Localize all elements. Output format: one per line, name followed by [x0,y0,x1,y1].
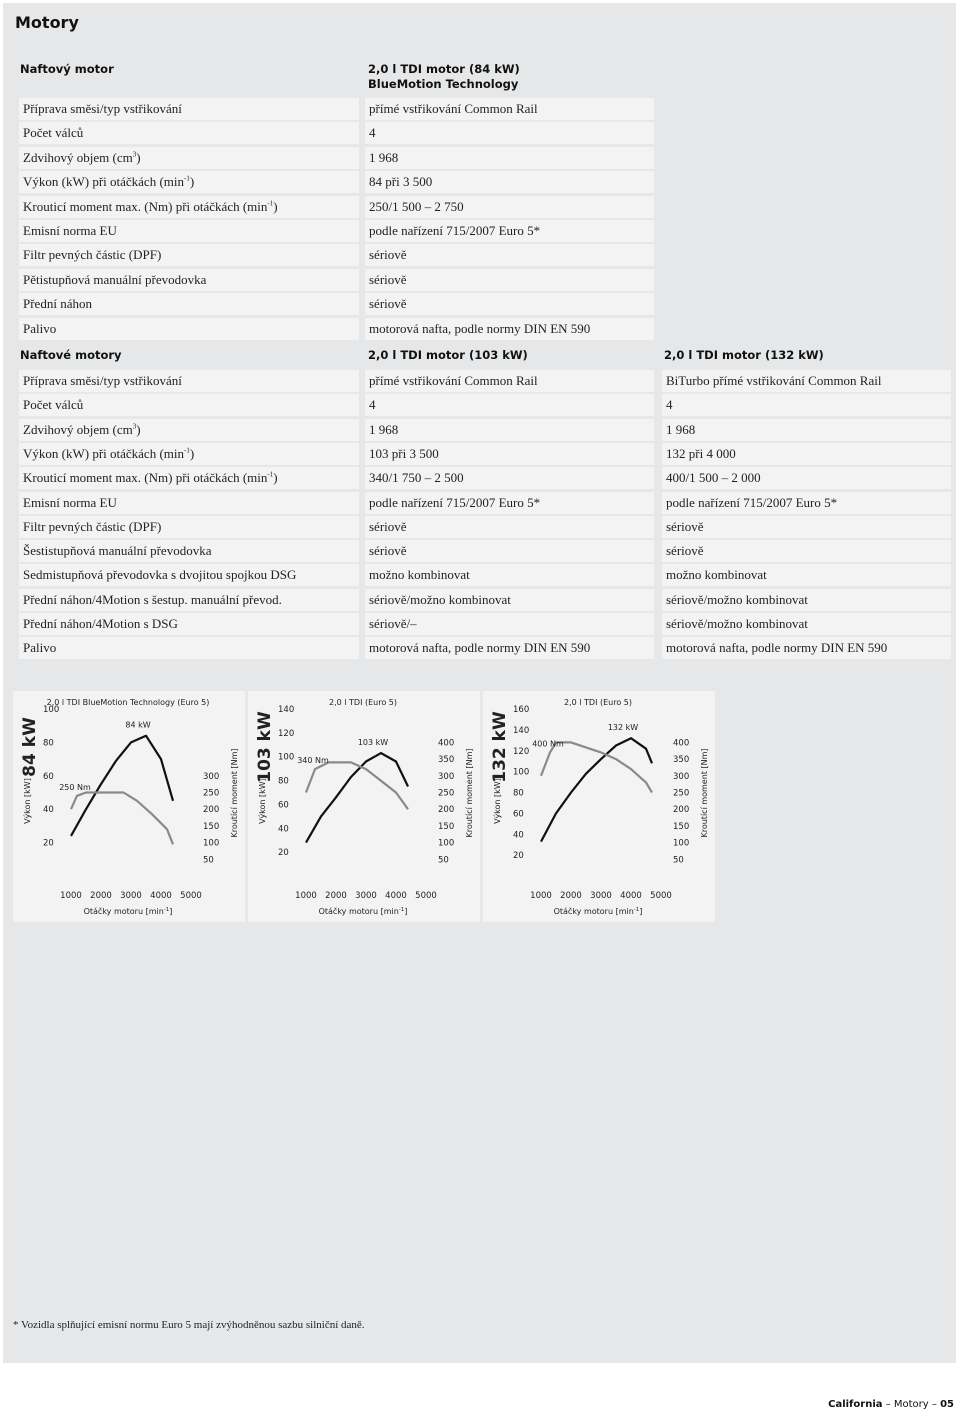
row-label: Počet válců [19,394,359,416]
row-label: Palivo [19,318,359,340]
y-tick-left: 140 [513,725,530,736]
chart-ylabel-left: Výkon [kW] [23,778,32,824]
chart-xlabel-end: ] [639,907,643,916]
y-tick-left: 80 [278,776,289,787]
y-tick-right: 150 [673,821,690,832]
footer-page: 05 [940,1399,954,1410]
footer-section: Motory [893,1399,929,1410]
row-value: přímé vstřikování Common Rail [365,98,654,120]
chart-ylabel-right: Kroutící moment [Nm] [230,748,239,838]
power-curve [541,738,652,841]
content-panel [3,3,956,1363]
row-value: sériově [365,244,654,266]
y-tick-left: 80 [43,738,54,749]
y-tick-left: 60 [278,800,289,811]
row-value: 84 při 3 500 [365,171,654,193]
x-tick: 5000 [650,891,672,901]
section2-engine-a-title: 2,0 l TDI motor (103 kW) [368,348,528,362]
y-tick-right: 350 [673,755,690,766]
y-tick-right: 50 [673,855,684,866]
footnote: * Vozidla splňující emisní normu Euro 5 mají zvýhodněnou sazbu silniční daně. [13,1319,365,1331]
row-label: Příprava směsi/typ vstřikování [19,98,359,120]
y-tick-left: 20 [278,848,289,859]
torque-curve [71,793,173,845]
unit-superscript: -1 [267,199,274,208]
y-tick-right: 400 [673,738,690,749]
row-value-132kw: sériově [662,516,951,538]
chart-103kw [248,691,480,922]
chart-xlabel-sup: -1 [398,907,405,913]
x-tick: 2000 [90,891,112,901]
row-value-103kw: podle nařízení 715/2007 Euro 5* [365,492,654,514]
x-tick: 1000 [295,891,317,901]
chart-xlabel: Otáčky motoru $[\min^{-1}]$ [553,907,643,916]
unit-superscript: 3 [132,422,137,431]
chart-title: 2,0 l TDI (Euro 5) [564,698,632,707]
y-tick-right: 200 [438,805,455,816]
y-tick-left: 140 [278,705,295,715]
chart-xlabel: Otáčky motoru $[\min^{-1}]$ [318,907,408,916]
section2-engine-b-title: 2,0 l TDI motor (132 kW) [664,348,824,362]
chart-xlabel-sup: -1 [163,907,170,913]
chart-big-label: 84 kW [20,717,40,777]
row-label: Pětistupňová manuální převodovka [19,269,359,291]
row-label: Přední náhon/4Motion s šestup. manuální převod. [19,589,359,611]
y-tick-left: 60 [513,809,524,820]
row-value-103kw: 4 [365,394,654,416]
row-value-132kw: 400/1 500 – 2 000 [662,467,951,489]
row-label: Příprava směsi/typ vstřikování [19,370,359,392]
section1-engine-line1: 2,0 l TDI motor (84 kW) [368,62,520,76]
row-value-103kw: přímé vstřikování Common Rail [365,370,654,392]
row-value-103kw: sériově [365,540,654,562]
unit-superscript: -1 [184,446,190,455]
row-value-132kw: sériově/možno kombinovat [662,589,951,611]
row-label: Výkon (kW) při otáčkách $(\min^{-1})$ [19,443,359,465]
chart-title: 2,0 l TDI (Euro 5) [329,698,397,707]
row-value-103kw: sériově/– [365,613,654,635]
chart-big-label: 132 kW [490,711,510,783]
row-value-103kw: 103 při 3 500 [365,443,654,465]
row-value: 4 [365,122,654,144]
row-value-103kw: 340/1 750 – 2 500 [365,467,654,489]
row-label: Filtr pevných částic (DPF) [19,516,359,538]
y-tick-left: 100 [513,767,530,778]
row-label: Emisní norma EU [19,220,359,242]
y-tick-right: 100 [438,838,455,849]
chart-84kw [13,691,245,922]
row-value-132kw: možno kombinovat [662,564,951,586]
chart-ylabel-right: Kroutící moment [Nm] [700,748,709,838]
y-tick-right: 50 [438,855,449,866]
y-tick-left: 60 [43,771,54,782]
y-tick-left: 40 [513,830,524,841]
y-tick-left: 160 [513,705,530,715]
row-label: Výkon (kW) při otáčkách $(\min^{-1})$ [19,171,359,193]
y-tick-left: 20 [513,851,524,862]
y-tick-right: 250 [203,788,220,799]
y-tick-left: 20 [43,838,54,849]
y-tick-left: 100 [43,705,60,715]
chart-xlabel-sup: -1 [633,907,640,913]
y-tick-left: 80 [513,788,524,799]
row-value-132kw: sériově/možno kombinovat [662,613,951,635]
y-tick-left: 100 [278,752,295,763]
row-value-132kw: 132 při 4 000 [662,443,951,465]
torque-peak-label: 340 Nm [297,756,329,766]
row-label: Sedmistupňová převodovka s dvojitou spojkou DSG [19,564,359,586]
x-tick: 5000 [415,891,437,901]
row-label: Zdvihový objem $(cm^3)$ [19,419,359,441]
row-value: sériově [365,269,654,291]
torque-peak-label: 400 Nm [532,739,564,749]
page-title: Motory [15,13,79,32]
row-value: 250/1 500 – 2 750 [365,196,654,218]
row-value-103kw: sériově [365,516,654,538]
row-value-132kw: BiTurbo přímé vstřikování Common Rail [662,370,951,392]
x-tick: 4000 [620,891,642,901]
chart-103kw-svg [248,691,480,922]
y-tick-right: 150 [203,821,220,832]
chart-132kw [483,691,715,922]
row-label: Krouticí moment max. (Nm) při otáčkách $(\min^{-1})$ [19,467,359,489]
row-label: Počet válců [19,122,359,144]
y-tick-right: 300 [673,771,690,782]
x-tick: 4000 [385,891,407,901]
y-tick-left: 40 [43,805,54,816]
x-tick: 5000 [180,891,202,901]
y-tick-left: 120 [278,728,295,739]
y-tick-right: 100 [203,838,220,849]
row-value: podle nařízení 715/2007 Euro 5* [365,220,654,242]
x-tick: 2000 [325,891,347,901]
power-peak-label: 84 kW [125,720,151,730]
power-peak-label: 132 kW [607,723,639,733]
x-tick: 1000 [60,891,82,901]
footer-brand: California [828,1399,883,1410]
torque-peak-label: 250 Nm [59,782,91,792]
y-tick-right: 100 [673,838,690,849]
row-value: sériově [365,293,654,315]
row-label: Krouticí moment max. (Nm) při otáčkách $(\min^{-1})$ [19,196,359,218]
row-label: Emisní norma EU [19,492,359,514]
page-footer [828,1399,954,1410]
chart-big-label: 103 kW [255,711,275,783]
torque-curve [541,742,652,792]
y-tick-right: 300 [438,771,455,782]
row-label: Filtr pevných částic (DPF) [19,244,359,266]
row-value-103kw: 1 968 [365,419,654,441]
chart-ylabel-right: Kroutící moment [Nm] [465,748,474,838]
y-tick-left: 40 [278,824,289,835]
row-value-132kw: 4 [662,394,951,416]
unit-superscript: 3 [132,150,137,159]
row-label: Přední náhon [19,293,359,315]
row-value-103kw: možno kombinovat [365,564,654,586]
row-label: Přední náhon/4Motion s DSG [19,613,359,635]
row-value-132kw: podle nařízení 715/2007 Euro 5* [662,492,951,514]
y-tick-right: 200 [203,805,220,816]
footer-sep2: – [931,1399,937,1410]
row-value-103kw: sériově/možno kombinovat [365,589,654,611]
row-value-132kw: 1 968 [662,419,951,441]
section1-header: Naftový motor [20,62,114,76]
row-value-132kw: sériově [662,540,951,562]
y-tick-left: 120 [513,746,530,757]
row-label: Zdvihový objem $(cm^3)$ [19,147,359,169]
y-tick-right: 50 [203,855,214,866]
x-tick: 2000 [560,891,582,901]
y-tick-right: 250 [438,788,455,799]
row-value: 1 968 [365,147,654,169]
section1-engine-title [368,62,520,92]
chart-84kw-svg [13,691,245,922]
y-tick-right: 150 [438,821,455,832]
x-tick: 4000 [150,891,172,901]
y-tick-right: 250 [673,788,690,799]
chart-xlabel-end: ] [169,907,173,916]
section2-header: Naftové motory [20,348,122,362]
x-tick: 3000 [355,891,377,901]
chart-ylabel-left: Výkon [kW] [493,778,502,824]
footer-sep: – [885,1399,891,1410]
chart-xlabel: Otáčky motoru $[\min^{-1}]$ [83,907,173,916]
row-value: motorová nafta, podle normy DIN EN 590 [365,318,654,340]
x-tick: 3000 [120,891,142,901]
chart-xlabel-end: ] [404,907,408,916]
y-tick-right: 300 [203,771,220,782]
unit-superscript: -1 [267,470,274,479]
x-tick: 1000 [530,891,552,901]
y-tick-right: 350 [438,755,455,766]
section1-engine-line2: BlueMotion Technology [368,77,519,91]
x-tick: 3000 [590,891,612,901]
power-peak-label: 103 kW [357,738,389,748]
unit-superscript: -1 [184,174,190,183]
y-tick-right: 400 [438,738,455,749]
row-value-132kw: motorová nafta, podle normy DIN EN 590 [662,637,951,659]
chart-title: 2,0 l TDI BlueMotion Technology (Euro 5) [46,698,210,707]
chart-ylabel-left: Výkon [kW] [258,778,267,824]
y-tick-right: 200 [673,805,690,816]
chart-132kw-svg [483,691,715,922]
row-label: Palivo [19,637,359,659]
row-value-103kw: motorová nafta, podle normy DIN EN 590 [365,637,654,659]
row-label: Šestistupňová manuální převodovka [19,540,359,562]
